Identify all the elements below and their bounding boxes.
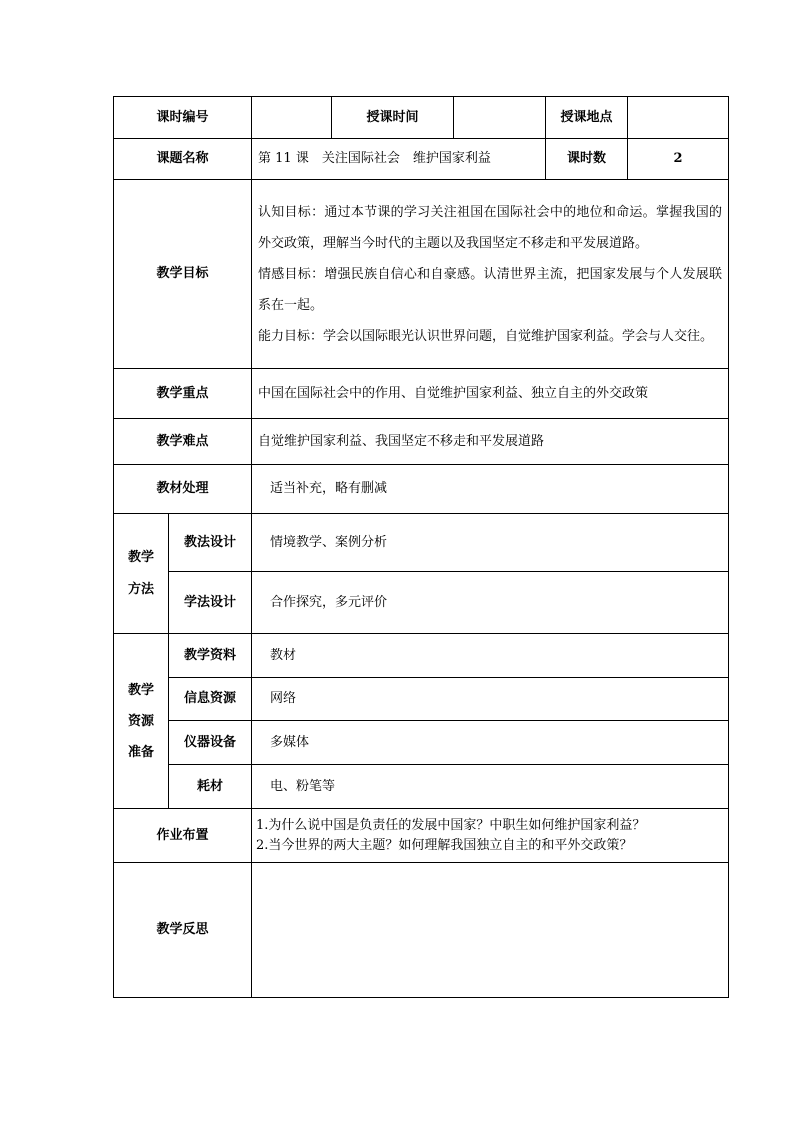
- class-hours-value: 2: [628, 139, 729, 180]
- consumables-value: 电、粉笔等: [252, 765, 729, 809]
- teaching-materials-value: 教材: [252, 634, 729, 678]
- objectives-content: [252, 180, 729, 369]
- resource-row-info: [114, 678, 729, 721]
- material-handling-value: 适当补充，略有删减: [252, 465, 729, 514]
- homework-item-2: 2.当今世界的两大主题？如何理解我国独立自主的和平外交政策？: [256, 837, 633, 853]
- resource-row-equipment: [114, 721, 729, 765]
- key-points-value: 中国在国际社会中的作用、自觉维护国家利益、独立自主的外交政策: [252, 369, 729, 419]
- objectives-label: 教学目标: [114, 180, 252, 369]
- lesson-number-label: 课时编号: [114, 97, 252, 139]
- resources-group-label-line1: 教学: [127, 682, 154, 698]
- topic-value: 第 11 课 关注国际社会 维护国家利益: [252, 139, 546, 180]
- homework-item-1: 1.为什么说中国是负责任的发展中国家？中职生如何维护国家利益？: [256, 817, 646, 833]
- topic-row: [114, 139, 729, 180]
- teaching-place-label: 授课地点: [546, 97, 628, 139]
- objectives-row: [114, 180, 729, 369]
- equipment-label: 仪器设备: [169, 721, 252, 765]
- reflection-row: [114, 863, 729, 998]
- teaching-method-label: 教法设计: [169, 514, 252, 572]
- homework-content: [252, 809, 729, 863]
- topic-label: 课题名称: [114, 139, 252, 180]
- reflection-content[interactable]: [252, 863, 729, 998]
- resource-row-consumables: [114, 765, 729, 809]
- methods-group-label: [114, 514, 169, 634]
- information-resources-label: 信息资源: [169, 678, 252, 721]
- method-row-learning: [114, 572, 729, 634]
- resources-group-label-line2: 资源: [127, 713, 154, 729]
- teaching-place-value[interactable]: [628, 97, 729, 139]
- resource-row-materials: [114, 634, 729, 678]
- methods-group-label-line2: 方法: [127, 581, 154, 597]
- resources-group-label-line3: 准备: [127, 744, 154, 760]
- lesson-plan-table: [113, 96, 729, 998]
- material-handling-label: 教材处理: [114, 465, 252, 514]
- material-handling-row: [114, 465, 729, 514]
- resources-group-label: [114, 634, 169, 809]
- equipment-value: 多媒体: [252, 721, 729, 765]
- class-hours-label: 课时数: [546, 139, 628, 180]
- key-points-label: 教学重点: [114, 369, 252, 419]
- lesson-number-value[interactable]: [252, 97, 332, 139]
- header-row: [114, 97, 729, 139]
- objective-ability: 能力目标：学会以国际眼光认识世界问题，自觉维护国家利益。学会与人交往。: [258, 328, 714, 344]
- objective-emotional: 情感目标：增强民族自信心和自豪感。认清世界主流，把国家发展与个人发展联系在一起。: [258, 266, 723, 313]
- teaching-time-label: 授课时间: [332, 97, 454, 139]
- consumables-label: 耗材: [169, 765, 252, 809]
- difficulties-value: 自觉维护国家利益、我国坚定不移走和平发展道路: [252, 419, 729, 465]
- homework-row: [114, 809, 729, 863]
- teaching-method-value: 情境教学、案例分析: [252, 514, 729, 572]
- learning-method-value: 合作探究，多元评价: [252, 572, 729, 634]
- methods-group-label-line1: 教学: [127, 549, 154, 565]
- homework-label: 作业布置: [114, 809, 252, 863]
- teaching-materials-label: 教学资料: [169, 634, 252, 678]
- method-row-teaching: [114, 514, 729, 572]
- reflection-label: 教学反思: [114, 863, 252, 998]
- teaching-time-value[interactable]: [454, 97, 546, 139]
- learning-method-label: 学法设计: [169, 572, 252, 634]
- difficulties-row: [114, 419, 729, 465]
- information-resources-value: 网络: [252, 678, 729, 721]
- objective-cognitive: 认知目标：通过本节课的学习关注祖国在国际社会中的地位和命运。掌握我国的外交政策，理解当今时代的主题以及我国坚定不移走和平发展道路。: [258, 204, 723, 251]
- key-points-row: [114, 369, 729, 419]
- difficulties-label: 教学难点: [114, 419, 252, 465]
